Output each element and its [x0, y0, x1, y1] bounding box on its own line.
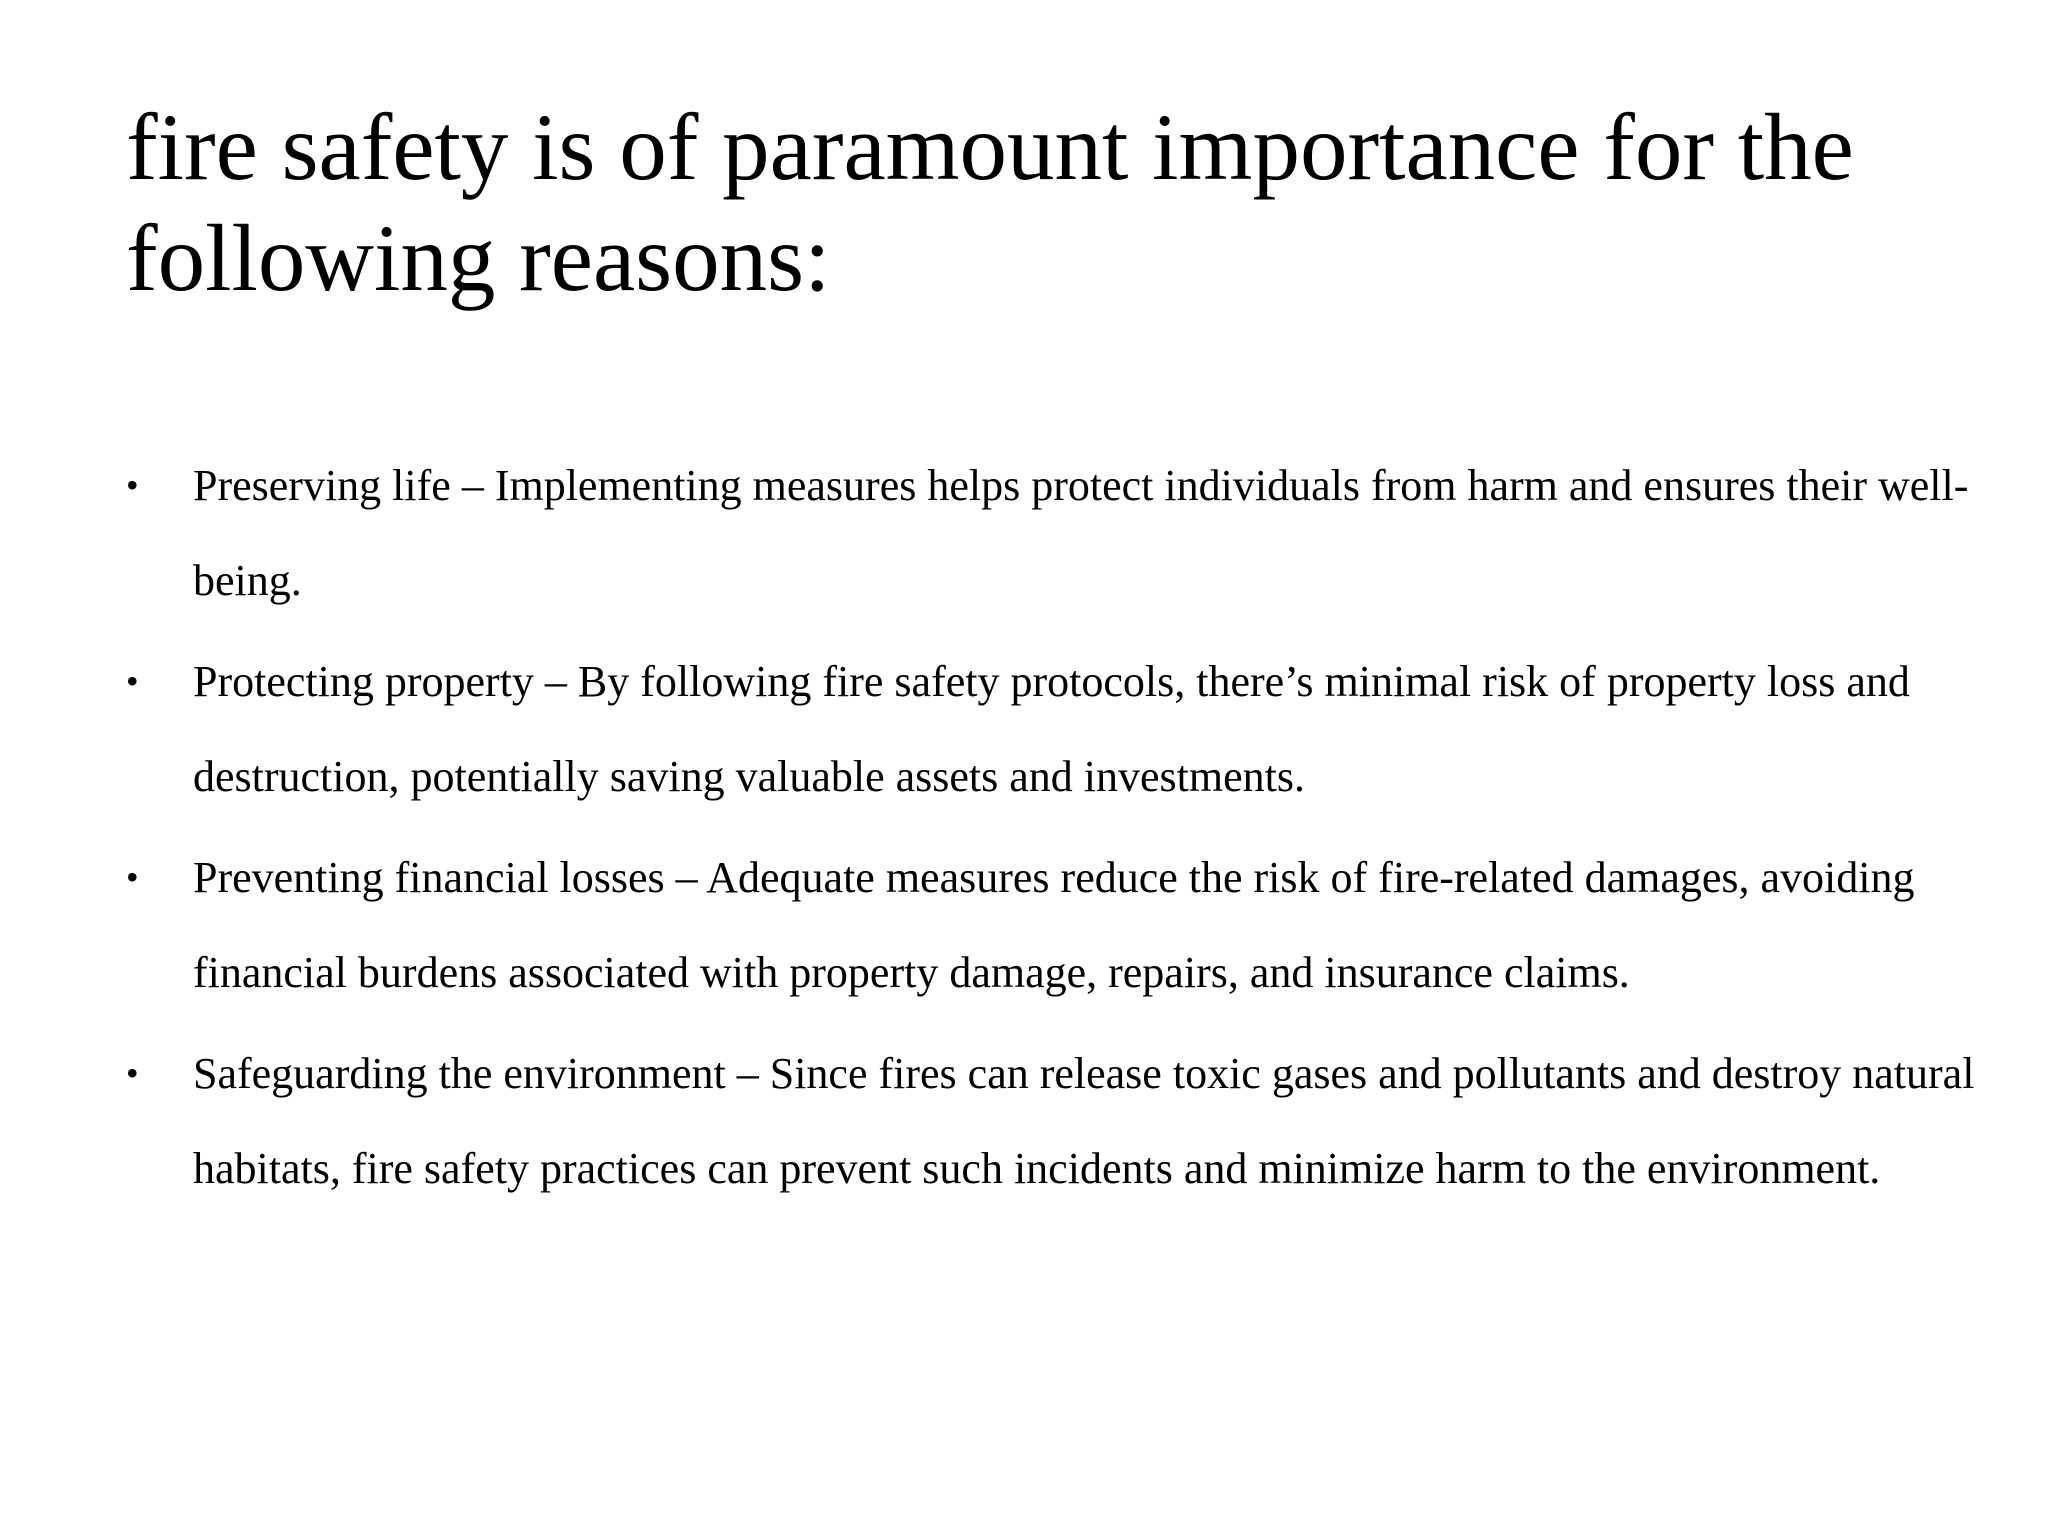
- bullet-text: Preserving life – Implementing measures helps protect individuals from harm and ensures their well-being.: [193, 461, 1969, 605]
- bullet-icon: •: [126, 1053, 139, 1093]
- bullet-icon: •: [126, 857, 139, 897]
- slide-title: fire safety is of paramount importance for the following reasons:: [126, 94, 1854, 311]
- bullet-text: Protecting property – By following fire safety protocols, there’s minimal risk of property loss and destruction, potentially saving valuable assets and investments.: [193, 657, 1910, 801]
- bullet-item: [126, 830, 1976, 1020]
- bullet-icon: •: [126, 465, 139, 505]
- bullet-text: Preventing financial losses – Adequate measures reduce the risk of fire-related damages, avoiding financial burdens associated with property damage, repairs, and insurance claims.: [193, 853, 1915, 997]
- bullet-list: [126, 438, 1976, 1222]
- bullet-item: [126, 634, 1976, 824]
- bullet-text: Safeguarding the environment – Since fires can release toxic gases and pollutants and destroy natural habitats, fire safety practices can prevent such incidents and minimize harm to the environment.: [193, 1049, 1975, 1193]
- bullet-item: [126, 438, 1976, 628]
- bullet-icon: •: [126, 661, 139, 701]
- bullet-item: [126, 1026, 1976, 1216]
